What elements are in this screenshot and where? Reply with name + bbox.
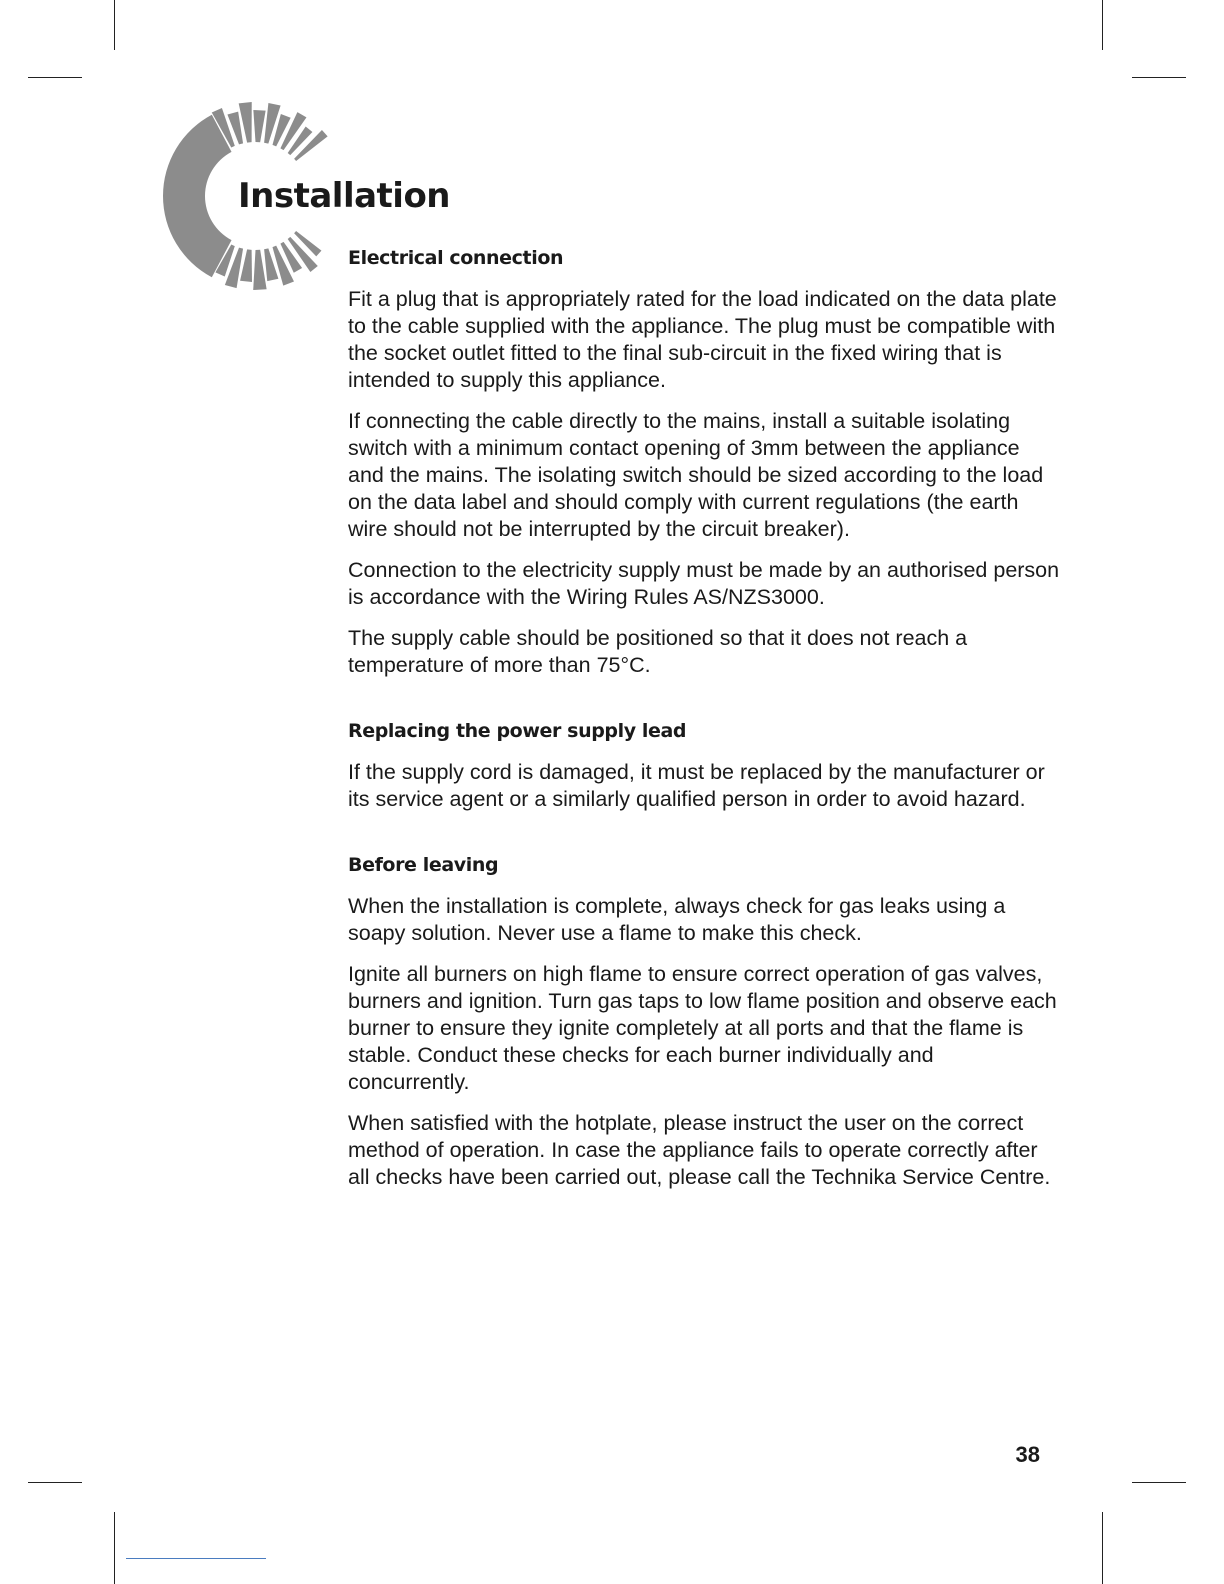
emblem-ray <box>253 250 266 290</box>
crop-mark <box>1102 0 1103 50</box>
crop-mark <box>1102 1512 1103 1584</box>
emblem-ray <box>253 110 265 142</box>
page-number: 38 <box>1015 1442 1040 1467</box>
section-heading: Before leaving <box>348 854 499 876</box>
paragraph: When satisfied with the hotplate, please instruct the user on the correct method of operation. In case the appliance fails to operate correctly after all checks have been carried out, please call the Technika Service Centre. <box>348 1111 1051 1189</box>
emblem-crescent <box>163 115 232 277</box>
crop-mark <box>1132 77 1186 78</box>
section-electrical-connection <box>348 240 1060 679</box>
paragraph: When the installation is complete, always check for gas leaks using a soapy solution. Never use a flame to make this check. <box>348 894 1006 945</box>
section-heading: Electrical connection <box>348 247 564 269</box>
crop-mark <box>28 77 82 78</box>
paragraph: If the supply cord is damaged, it must be replaced by the manufacturer or its service agent or a similarly qualified person in order to avoid hazard. <box>348 760 1045 811</box>
section-before-leaving <box>348 847 1060 1191</box>
paragraph: The supply cable should be positioned so that it does not reach a temperature of more than 75°C. <box>348 626 968 677</box>
paragraph: Connection to the electricity supply must be made by an authorised person is accordance with the Wiring Rules AS/NZS3000. <box>348 558 1060 609</box>
paragraph: Fit a plug that is appropriately rated for the load indicated on the data plate to the cable supplied with the appliance. The plug must be compatible with the socket outlet fitted to the final sub-circuit in the fixed wiring that is intended to supply this appliance. <box>348 287 1057 392</box>
crop-mark <box>114 0 115 50</box>
crop-mark <box>1132 1482 1186 1483</box>
crop-mark <box>114 1512 115 1584</box>
paragraph: If connecting the cable directly to the mains, install a suitable isolating switch with a minimum contact opening of 3mm between the appliance and the mains. The isolating switch should be sized according to the load on the data label and should comply with current regulations (the earth wire should not be interrupted by the circuit breaker). <box>348 409 1044 541</box>
section-replacing-power-supply-lead <box>348 713 1060 813</box>
document-body <box>348 240 1060 1191</box>
page-title: Installation <box>238 176 451 216</box>
paragraph: Ignite all burners on high flame to ensure correct operation of gas valves, burners and ignition. Turn gas taps to low flame position and observe each burner to ensure they ignite completely at all ports and that the flame is stable. Conduct these checks for each burner individually and concurrently. <box>348 962 1057 1094</box>
section-heading: Replacing the power supply lead <box>348 720 687 742</box>
crop-mark <box>28 1482 82 1483</box>
footer-rule <box>126 1558 266 1559</box>
